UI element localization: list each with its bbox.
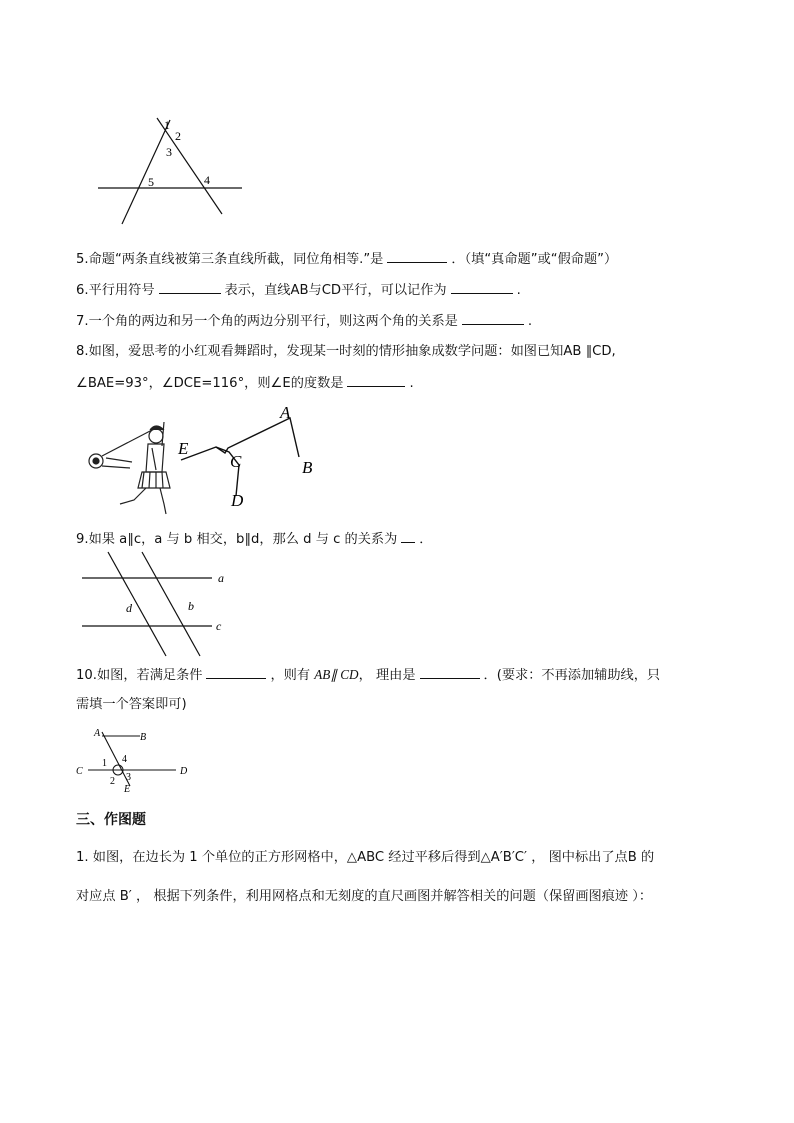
question-10-line-1 bbox=[76, 665, 660, 685]
q6-mid: 表示，直线AB与CD平行，可以记作为 bbox=[224, 283, 447, 298]
q6-blank-2[interactable] bbox=[451, 280, 513, 294]
question-8-line-2 bbox=[76, 373, 414, 393]
label-c: c bbox=[216, 619, 222, 633]
question-6 bbox=[76, 280, 521, 300]
problem-1-line-1 bbox=[76, 849, 654, 867]
question-9 bbox=[76, 529, 432, 549]
figure-parallel-lines bbox=[78, 550, 238, 660]
section-heading: 三、作图题 bbox=[76, 812, 146, 828]
label-D: D bbox=[180, 766, 188, 777]
label-d: d bbox=[126, 601, 132, 615]
label-1: 1 bbox=[102, 758, 107, 769]
q5-tail: ．（填“真命题”或“假命题”） bbox=[451, 252, 618, 267]
p1-line2: 对应点 B′ ， 根据下列条件，利用网格点和无刻度的直尺画图并解答相关的问题（保留画图痕迹 ）： bbox=[76, 889, 653, 904]
figure-angles-1-5 bbox=[92, 112, 252, 232]
ribbon-top bbox=[102, 430, 152, 456]
q10-line2: 需填一个答案即可) bbox=[76, 697, 187, 712]
right-transversal bbox=[157, 118, 222, 214]
skirt-fold-1 bbox=[142, 472, 144, 488]
p1-line1: 1. 如图，在边长为 1 个单位的正方形网格中，△ABC 经过平移后得到△A′B′C′ ， 图中标出了点B 的 bbox=[76, 850, 655, 865]
q6-pre: 6.平行用符号 bbox=[76, 283, 155, 298]
label-C: C bbox=[230, 452, 242, 471]
label-3: 3 bbox=[126, 772, 131, 783]
label-2: 2 bbox=[110, 776, 115, 787]
q6-tail: . bbox=[516, 283, 521, 298]
q10-blank-2[interactable] bbox=[420, 665, 480, 679]
label-1: 1 bbox=[164, 118, 170, 132]
figure-dancer bbox=[84, 400, 324, 520]
ribbon-bottom bbox=[102, 466, 130, 468]
question-5 bbox=[76, 249, 617, 269]
label-C: C bbox=[76, 766, 83, 777]
leg-right bbox=[160, 488, 166, 514]
label-D: D bbox=[231, 491, 244, 510]
label-B: B bbox=[140, 732, 147, 743]
question-10-line-2 bbox=[76, 696, 187, 714]
q7-blank[interactable] bbox=[462, 311, 524, 325]
q10-blank-1[interactable] bbox=[206, 665, 266, 679]
label-4: 4 bbox=[122, 754, 127, 765]
q10-mid: ，则有 bbox=[270, 668, 311, 683]
q7-tail: . bbox=[527, 314, 533, 329]
dancer-illustration bbox=[89, 422, 170, 514]
q10-mid2: ， 理由是 bbox=[358, 668, 416, 683]
line-d bbox=[108, 552, 166, 656]
q10-tail: ．(要求：不再添加辅助线，只 bbox=[483, 668, 661, 683]
label-a: a bbox=[218, 571, 224, 585]
q8-line2-tail: . bbox=[409, 376, 414, 391]
dancer-hair bbox=[150, 426, 164, 430]
label-4: 4 bbox=[204, 173, 210, 187]
q10-math: AB∥ CD bbox=[314, 667, 359, 682]
label-A: A bbox=[280, 403, 291, 422]
question-8-line-1 bbox=[76, 343, 616, 361]
q9-tail: ． bbox=[419, 532, 433, 547]
arm-left bbox=[106, 458, 132, 462]
label-E: E bbox=[178, 439, 189, 458]
label-3: 3 bbox=[166, 145, 172, 159]
skirt-fold-4 bbox=[162, 472, 163, 488]
vest-line bbox=[152, 448, 156, 470]
label-B: B bbox=[302, 458, 313, 477]
q5-blank[interactable] bbox=[387, 249, 447, 263]
figure-q10 bbox=[74, 724, 204, 796]
label-2: 2 bbox=[175, 129, 181, 143]
leg-left bbox=[120, 488, 146, 504]
label-b: b bbox=[188, 599, 194, 613]
q8-blank[interactable] bbox=[347, 373, 405, 387]
hoop-center bbox=[93, 458, 99, 464]
q5-text: 5.命题“两条直线被第三条直线所截，同位角相等.”是 bbox=[76, 252, 384, 267]
q8-line2-pre: ∠BAE=93°，∠DCE=116°，则∠E的度数是 bbox=[76, 376, 344, 391]
dancer-head bbox=[149, 429, 163, 443]
label-A: A bbox=[94, 728, 101, 739]
q8-line1: 8.如图，爱思考的小红观看舞蹈时，发现某一时刻的情形抽象成数学问题：如图已知AB ∥CD, bbox=[76, 344, 616, 359]
q6-blank-1[interactable] bbox=[159, 280, 221, 294]
skirt-fold-2 bbox=[149, 472, 150, 488]
label-5: 5 bbox=[148, 175, 154, 189]
q10-pre: 10.如图，若满足条件 bbox=[76, 668, 203, 683]
q9-blank[interactable] bbox=[401, 529, 415, 543]
q9-text: 9.如果 a∥c，a 与 b 相交，b∥d，那么 d 与 c 的关系为 bbox=[76, 532, 398, 547]
left-transversal bbox=[122, 120, 170, 224]
problem-1-line-2 bbox=[76, 888, 652, 906]
question-7 bbox=[76, 311, 532, 331]
q7-pre: 7.一个角的两边和另一个角的两边分别平行，则这两个角的关系是 bbox=[76, 314, 458, 329]
label-E: E bbox=[124, 784, 131, 795]
